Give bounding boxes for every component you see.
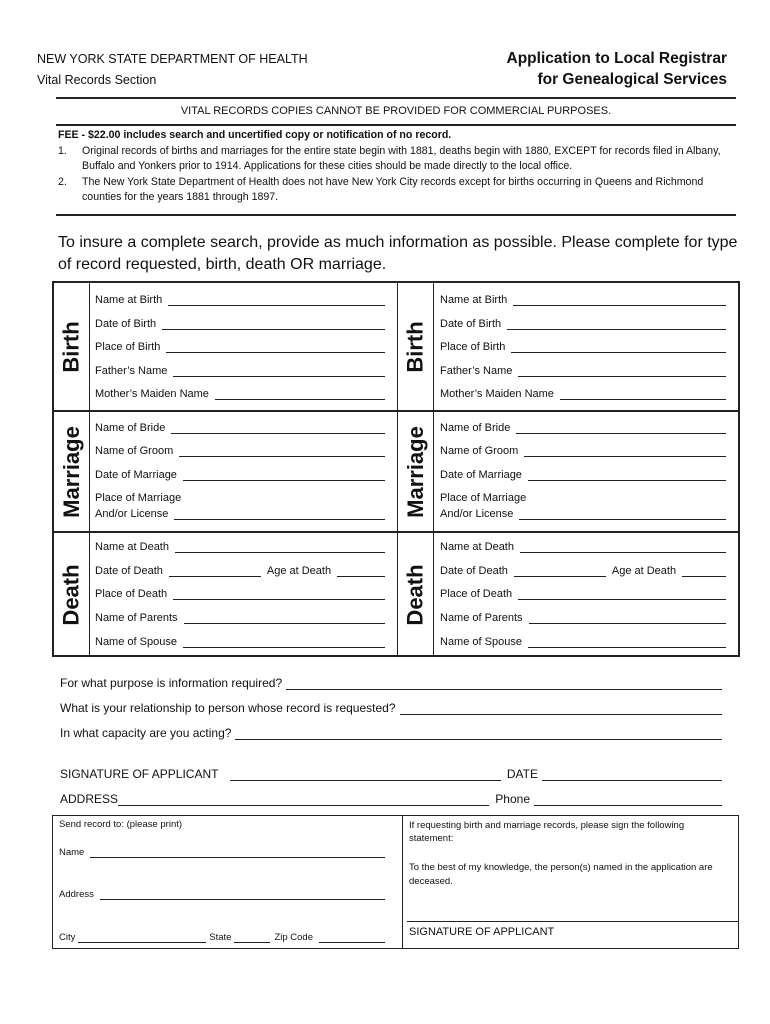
birth-name-field-left[interactable]: Name at Birth	[95, 294, 385, 306]
death-date-field-left[interactable]: Date of Death Age at Death	[95, 565, 385, 577]
statement-instruction: If requesting birth and marriage records, please sign the following statement:	[409, 820, 685, 844]
send-city-state-zip-field[interactable]: City State Zip Code	[59, 932, 385, 943]
birth-place-field-left[interactable]: Place of Birth	[95, 341, 385, 353]
address-phone-line[interactable]: ADDRESS Phone	[60, 792, 722, 806]
death-parents-field-left[interactable]: Name of Parents	[95, 612, 385, 624]
birth-mother-field-left[interactable]: Mother’s Maiden Name	[95, 388, 385, 400]
form-title-line2: for Genealogical Services	[537, 71, 727, 88]
death-spouse-field-right[interactable]: Name of Spouse	[440, 636, 726, 648]
send-address-field[interactable]: Address	[59, 889, 385, 900]
marriage-label-left: Marriage	[59, 425, 84, 518]
fee-item-1: 1. Original records of births and marriages for the entire state begin with 1881, deaths begin with 1880, EXCEPT for records filed in Albany, Buffalo and Yonkers prior to 1914. Applications for these cities should be made directly to the local office.	[58, 144, 721, 173]
deceased-statement: To the best of my knowledge, the person(s) named in the application are deceased.	[409, 862, 713, 887]
groom-field-left[interactable]: Name of Groom	[95, 445, 385, 457]
groom-field-right[interactable]: Name of Groom	[440, 445, 726, 457]
bride-field-left[interactable]: Name of Bride	[95, 422, 385, 434]
record-grid	[52, 281, 740, 657]
birth-label-left: Birth	[59, 320, 85, 373]
death-parents-field-right[interactable]: Name of Parents	[440, 612, 726, 624]
marriage-place-label-right: Place of Marriage	[440, 492, 527, 504]
department-name: NEW YORK STATE DEPARTMENT OF HEALTH	[37, 52, 308, 66]
death-spouse-field-left[interactable]: Name of Spouse	[95, 636, 385, 648]
notice-divider	[56, 124, 736, 126]
fee-item-2: 2. The New York State Department of Health does not have New York City records except for births occurring in Queens and Richmond counties for the years 1881 through 1897.	[58, 175, 704, 204]
marriage-date-field-right[interactable]: Date of Marriage	[440, 469, 726, 481]
send-name-field[interactable]: Name	[59, 847, 385, 858]
birth-name-field-right[interactable]: Name at Birth	[440, 294, 726, 306]
death-name-field-right[interactable]: Name at Death	[440, 541, 726, 553]
death-date-field-right[interactable]: Date of Death Age at Death	[440, 565, 726, 577]
purpose-question[interactable]: For what purpose is information required?	[60, 676, 722, 690]
birth-place-field-right[interactable]: Place of Birth	[440, 341, 726, 353]
birth-father-field-left[interactable]: Father’s Name	[95, 365, 385, 377]
birth-date-field-left[interactable]: Date of Birth	[95, 318, 385, 330]
commercial-notice: VITAL RECORDS COPIES CANNOT BE PROVIDED FOR COMMERCIAL PURPOSES.	[180, 105, 612, 117]
statement-signature-line[interactable]	[407, 921, 738, 922]
marriage-place-label-left: Place of Marriage	[95, 492, 182, 504]
death-label-right: Death	[403, 564, 428, 626]
birth-mother-field-right[interactable]: Mother’s Maiden Name	[440, 388, 726, 400]
death-name-field-left[interactable]: Name at Death	[95, 541, 385, 553]
marriage-date-field-left[interactable]: Date of Marriage	[95, 469, 385, 481]
birth-label-right: Birth	[403, 320, 429, 373]
statement-signature-label: SIGNATURE OF APPLICANT	[409, 926, 555, 938]
send-record-box	[52, 815, 403, 949]
fee-line: FEE - $22.00 includes search and uncertified copy or notification of no record.	[58, 129, 452, 141]
fee-divider	[56, 214, 736, 216]
birth-date-field-right[interactable]: Date of Birth	[440, 318, 726, 330]
marriage-label-right: Marriage	[403, 425, 428, 518]
marriage-license-field-left[interactable]: And/or License	[95, 508, 385, 520]
birth-father-field-right[interactable]: Father’s Name	[440, 365, 726, 377]
header-divider	[56, 97, 736, 99]
relationship-question[interactable]: What is your relationship to person whose record is requested?	[60, 701, 722, 715]
send-record-title: Send record to: (please print)	[59, 819, 183, 830]
section-name: Vital Records Section	[37, 73, 157, 87]
bride-field-right[interactable]: Name of Bride	[440, 422, 726, 434]
statement-box	[401, 815, 739, 949]
death-label-left: Death	[59, 564, 84, 626]
death-place-field-right[interactable]: Place of Death	[440, 588, 726, 600]
fee-block	[58, 128, 738, 206]
death-place-field-left[interactable]: Place of Death	[95, 588, 385, 600]
form-title-line1: Application to Local Registrar	[506, 50, 727, 67]
marriage-license-field-right[interactable]: And/or License	[440, 508, 726, 520]
applicant-signature-line[interactable]: SIGNATURE OF APPLICANT DATE	[60, 767, 722, 781]
capacity-question[interactable]: In what capacity are you acting?	[60, 726, 722, 740]
instructions-intro: To insure a complete search, provide as much information as possible. Please complete for type of record requested, birth, death OR marriage.	[58, 234, 738, 273]
